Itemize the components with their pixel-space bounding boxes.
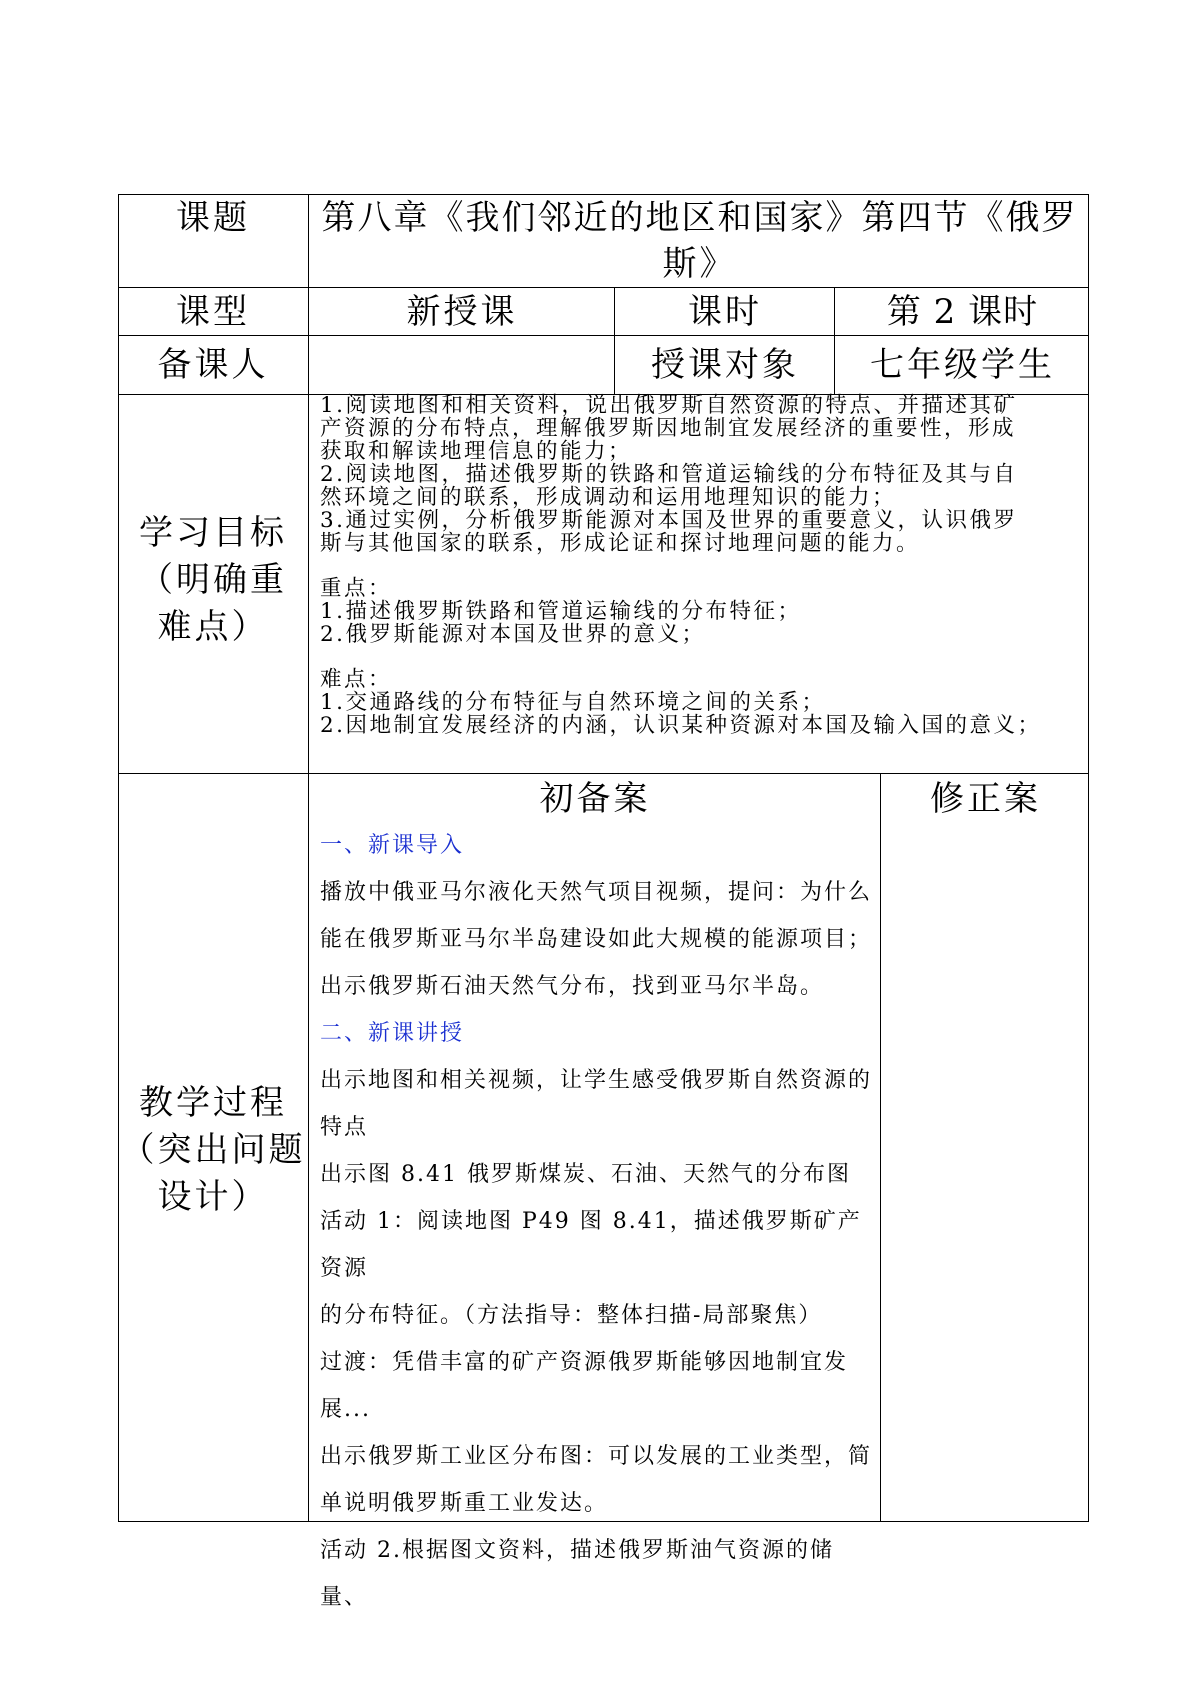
process-label-line2: （突出问题 [120,1129,306,1170]
col-divider [834,287,835,394]
period-label: 课时 [688,291,762,332]
objective-line: 产资源的分布特点，理解俄罗斯因地制宜发展经济的重要性，形成 [320,416,1017,441]
topic-value-line2: 斯》 [662,243,737,284]
objectives-content [320,394,1086,737]
plan-line: 过渡：凭借丰富的矿产资源俄罗斯能够因地制宜发 [320,1350,849,1375]
audience-label: 授课对象 [651,345,799,385]
col-divider [880,773,881,1522]
period-value: 第 2 课时 [886,291,1039,332]
plan-line: 播放中俄亚马尔液化天然气项目视频，提问：为什么 [320,880,873,905]
objectives-label [118,505,308,655]
key-point: 1.描述俄罗斯铁路和管道运输线的分布特征； [320,599,802,624]
topic-value-line1: 第八章《我们邻近的地区和国家》第四节《俄罗 [321,197,1078,238]
preparer-label: 备课人 [157,345,269,385]
objectives-label-line2: （明确重 [139,559,287,600]
objectives-label-line1: 学习目标 [139,512,287,553]
plan-line: 特点 [320,1115,369,1140]
process-label [118,1075,308,1225]
plan-line: 单说明俄罗斯重工业发达。 [320,1491,609,1516]
plan-line: 出示地图和相关视频，让学生感受俄罗斯自然资源的 [320,1068,873,1093]
row-divider [118,773,1089,774]
objective-line: 3.通过实例，分析俄罗斯能源对本国及世界的重要意义，认识俄罗 [320,508,1018,533]
plan-line: 出示图 8.41 俄罗斯煤炭、石油、天然气的分布图 [320,1162,851,1187]
objectives-label-line3: 难点） [157,606,269,647]
section-heading: 二、新课讲授 [320,1021,465,1046]
plan-line: 出示俄罗斯石油天然气分布，找到亚马尔半岛。 [320,974,825,999]
plan-line: 活动 2.根据图文资料，描述俄罗斯油气资源的储量、 [320,1538,834,1610]
initial-plan-content [320,822,880,1621]
preparer-value [310,337,614,394]
plan-line: 展... [320,1397,371,1422]
initial-plan-header: 初备案 [539,778,651,819]
plan-line: 出示俄罗斯工业区分布图：可以发展的工业类型，简 [320,1444,873,1469]
revised-plan-header: 修正案 [930,778,1041,819]
objective-line: 2.阅读地图，描述俄罗斯的铁路和管道运输线的分布特征及其与自 [320,462,1018,487]
audience-value: 七年级学生 [870,345,1055,385]
key-points-title: 重点： [320,576,393,601]
type-label: 课型 [176,291,250,332]
topic-label: 课题 [176,197,250,238]
type-value: 新授课 [406,291,518,332]
col-divider [308,194,309,1522]
process-label-line3: 设计） [157,1176,269,1217]
objective-line: 斯与其他国家的联系，形成论证和探讨地理问题的能力。 [320,531,921,556]
difficult-point: 2.因地制宜发展经济的内涵，认识某种资源对本国及输入国的意义； [320,713,1042,738]
objective-line: 1.阅读地图和相关资料，说出俄罗斯自然资源的特点、并描述其矿 [320,393,1018,418]
key-point: 2.俄罗斯能源对本国及世界的意义； [320,622,706,647]
col-divider [614,287,615,394]
plan-line: 活动 1：阅读地图 P49 图 8.41，描述俄罗斯矿产资源 [320,1209,862,1281]
process-label-line1: 教学过程 [139,1082,287,1123]
difficult-point: 1.交通路线的分布特征与自然环境之间的关系； [320,690,826,715]
difficult-points-title: 难点： [320,667,393,692]
plan-line: 能在俄罗斯亚马尔半岛建设如此大规模的能源项目； [320,927,873,952]
plan-line: 的分布特征。（方法指导：整体扫描-局部聚焦） [320,1303,823,1328]
objective-line: 然环境之间的联系，形成调动和运用地理知识的能力； [320,485,897,510]
section-heading: 一、新课导入 [320,833,465,858]
objective-line: 获取和解读地理信息的能力； [320,439,633,464]
